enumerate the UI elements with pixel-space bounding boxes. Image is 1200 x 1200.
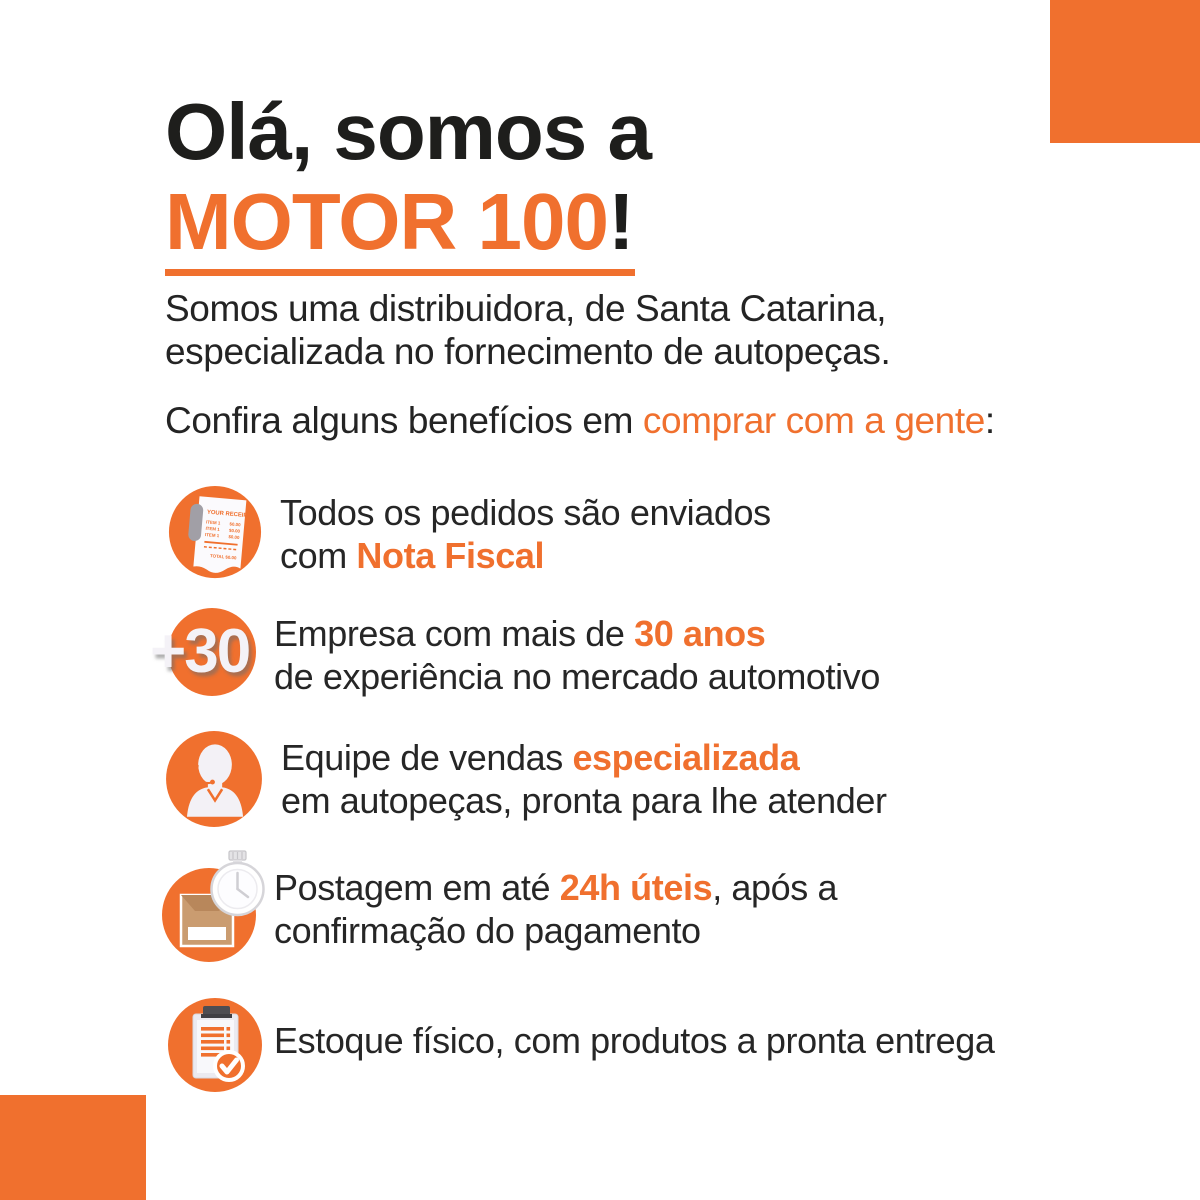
benefit-4-text bbox=[274, 866, 837, 952]
plus-30-label: +30 bbox=[150, 617, 250, 686]
support-agent-icon bbox=[163, 728, 265, 830]
shipping-stopwatch-icon bbox=[158, 846, 266, 964]
receipt-total: TOTAL $0.00 bbox=[209, 553, 237, 561]
benefit-2-line-1: Empresa com mais de 30 anos bbox=[274, 613, 766, 654]
benefit-2-text bbox=[274, 612, 880, 698]
benefit-1-line-2: com Nota Fiscal bbox=[280, 535, 545, 576]
benefits-intro-highlight: comprar com a gente bbox=[642, 400, 985, 441]
receipt-title: YOUR RECEIPT bbox=[206, 509, 252, 520]
intro-line-2: especializada no fornecimento de autopeças. bbox=[165, 331, 891, 372]
stock-clipboard-icon bbox=[164, 989, 266, 1101]
intro-line-1: Somos uma distribuidora, de Santa Catarina, bbox=[165, 288, 887, 329]
anos-highlight: 30 anos bbox=[634, 613, 766, 654]
especializada-highlight: especializada bbox=[572, 737, 800, 778]
benefit-4-line-1: Postagem em até 24h úteis, após a bbox=[274, 867, 838, 908]
benefit-1-line-1: Todos os pedidos são enviados bbox=[280, 492, 771, 533]
page-title-brandline bbox=[165, 177, 634, 266]
decor-square-top-right bbox=[1050, 0, 1200, 143]
receipt-icon bbox=[166, 484, 264, 582]
benefits-intro bbox=[165, 399, 995, 442]
benefits-intro-colon: : bbox=[984, 400, 995, 441]
benefit-3-line-2: em autopeças, pronta para lhe atender bbox=[281, 780, 887, 821]
benefit-2-line-2: de experiência no mercado automotivo bbox=[274, 656, 880, 697]
benefit-3-text bbox=[281, 736, 887, 822]
brand-name: MOTOR 100 bbox=[165, 177, 608, 266]
intro-paragraph bbox=[165, 287, 890, 373]
benefits-intro-prefix: Confira alguns benefícios em bbox=[165, 400, 643, 441]
brand-underline bbox=[165, 269, 635, 276]
svg-text:ITEM 1: ITEM 1 bbox=[204, 532, 220, 539]
brand-exclamation: ! bbox=[608, 177, 634, 266]
svg-text:$0.00: $0.00 bbox=[228, 527, 241, 534]
svg-text:ITEM 1: ITEM 1 bbox=[205, 525, 220, 532]
nota-fiscal-highlight: Nota Fiscal bbox=[356, 535, 545, 576]
plus-30-badge bbox=[150, 600, 280, 710]
svg-text:$0.00: $0.00 bbox=[229, 521, 241, 528]
svg-text:$0.00: $0.00 bbox=[228, 534, 240, 541]
benefit-4-line-2: confirmação do pagamento bbox=[274, 910, 701, 951]
benefit-3-line-1: Equipe de vendas especializada bbox=[281, 737, 800, 778]
benefit-5-text bbox=[274, 1019, 994, 1062]
page-title-greeting: Olá, somos a bbox=[165, 87, 651, 176]
decor-square-bottom-left bbox=[0, 1095, 146, 1200]
benefit-1-text bbox=[280, 491, 771, 577]
benefit-5-line-1: Estoque físico, com produtos a pronta entrega bbox=[274, 1020, 995, 1061]
24h-highlight: 24h úteis bbox=[559, 867, 713, 908]
svg-text:ITEM 1: ITEM 1 bbox=[205, 519, 221, 526]
